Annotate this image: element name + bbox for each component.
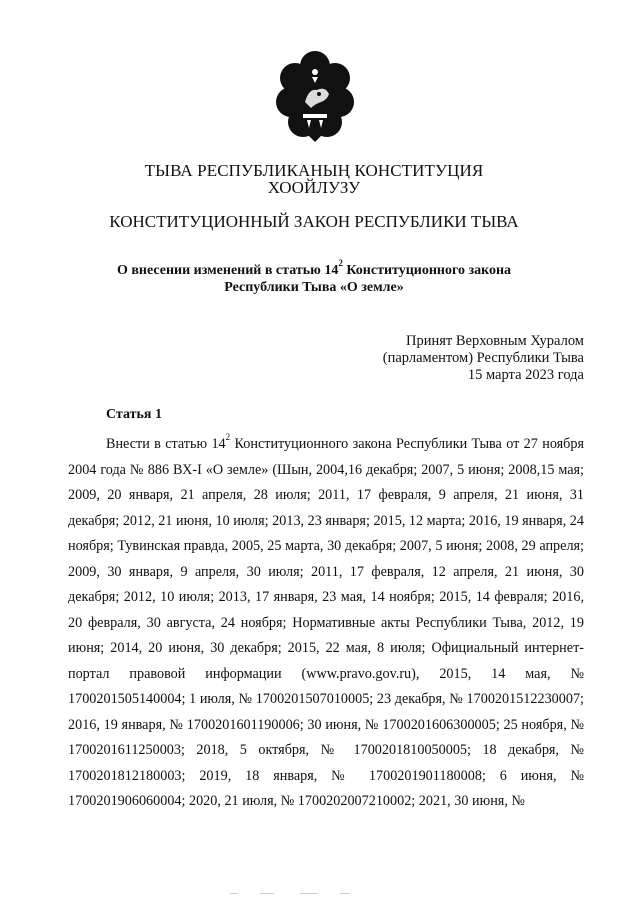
law-title-line-1: О внесении изменений в статью $14^2$ Конституционного закона	[116, 258, 512, 278]
scan-artifact	[230, 893, 380, 895]
adoption-line-2: (парламентом) Республики Тыва	[382, 350, 584, 366]
article-heading: Статья 1	[106, 407, 162, 422]
article-body: Внести в статью $14^2$ Конституционного закона Республики Тыва от 27 ноября 2004 года № 886 ВХ-I «О земле» (Шын, 2004,16 декабря; 2007, 5 июня; 2008,15 мая; 2009, 20 января, 21 апреля, 28 июля; 2011, 17 февраля, 9 апреля, 21 июня, 31 декабря; 2012, 21 июня, 10 июля; 2013, 23 января; 2015, 12 марта; 2016, 19 января, 24 ноября; Тувинская правда, 2005, 25 марта, 30 декабря; 2007, 5 июня; 2008, 29 апреля; 2009, 30 января, 9 апреля, 30 июля; 2011, 17 февраля, 12 апреля, 21 июня, 30 декабря; 2012, 10 июля; 2013, 17 января, 23 мая, 14 ноября; 2015, 14 февраля; 2016, 20 февраля, 30 августа, 24 ноября; Нормативные акты Республики Тыва, 2012, 19 июня; 2014, 20 июня, 30 декабря; 2015, 22 мая, 8 июля; Официальный интернет-портал правовой информации (www.pravo.gov.ru), 2015, 14 мая, № 1700201505140004; 1 июля, № 1700201507010005; 23 декабря, № 1700201512230007; 2016, 19 января, № 1700201601190006; 30 июня, № 1700201606300005; 25 ноября, № 1700201611250003; 2018, 5 октября, № 1700201810050005; 18 декабря, № 1700201812180003; 2019, 18 января, № 1700201901180008; 6 июня, № 1700201906060004; 2020, 21 июля, № 1700202007210002; 2021, 30 июня, №	[68, 432, 585, 809]
header-title	[0, 162, 628, 196]
title-superscript: 2	[338, 258, 343, 269]
adoption-block	[383, 333, 584, 384]
law-title-line-2: Республики Тыва «О земле»	[224, 280, 404, 295]
tuva-coat-of-arms-icon	[275, 50, 355, 142]
adoption-line-1: Принят Верховным Хуралом	[406, 333, 584, 349]
law-type: КОНСТИТУЦИОННЫЙ ЗАКОН РЕСПУБЛИКИ ТЫВА	[109, 212, 519, 231]
adoption-date: 15 марта 2023 года	[467, 367, 584, 383]
law-title	[0, 258, 628, 296]
header-line-1: ТЫВА РЕСПУБЛИКАНЫҢ КОНСТИТУЦИЯ	[144, 161, 484, 180]
article-superscript: 2	[225, 432, 231, 443]
header-line-2: ХООЙЛУЗУ	[267, 178, 361, 197]
